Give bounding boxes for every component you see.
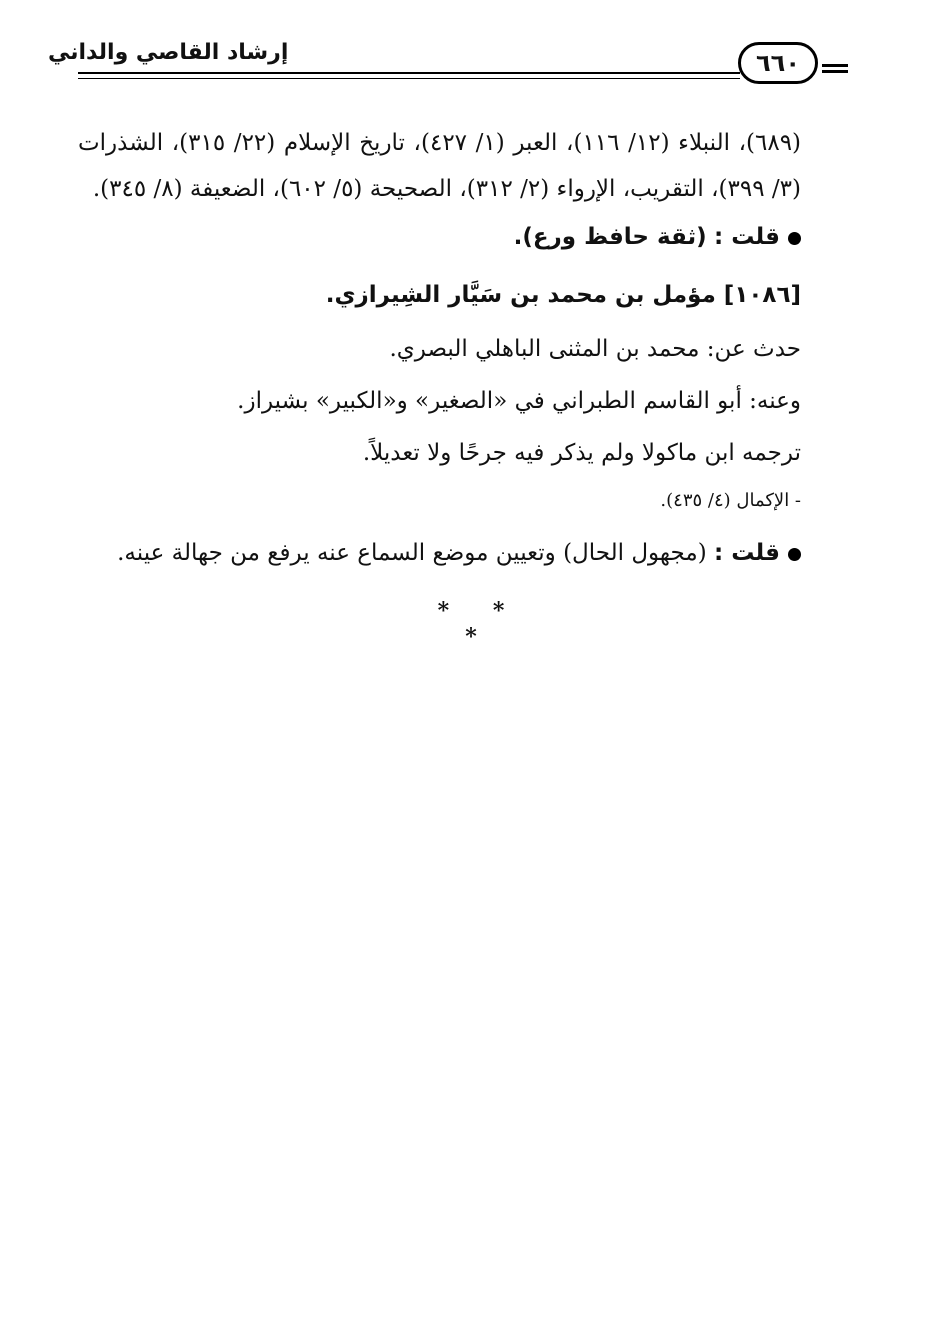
section-separator: * * * xyxy=(437,598,523,650)
verdict-2 xyxy=(117,540,801,566)
verdict-1-lead: قلت : xyxy=(713,224,780,250)
narrated-by: وعنه: أبو القاسم الطبراني في «الصغير» و«الكبير» بشيراز. xyxy=(237,388,801,414)
bullet-icon xyxy=(788,232,801,245)
page-number: ٦٦٠ xyxy=(738,42,818,84)
book-title: إرشاد القاصي والداني xyxy=(48,40,289,65)
verdict-1 xyxy=(514,224,801,250)
narrated-from: حدث عن: محمد بن المثنى الباهلي البصري. xyxy=(389,336,801,362)
verdict-2-text: (مجهول الحال) وتعيين موضع السماع عنه يرفع من جهالة عينه. xyxy=(117,540,707,566)
references-line-2: (٣/ ٣٩٩)، التقريب، الإرواء (٢/ ٣١٢)، الصحيحة (٥/ ٦٠٢)، الضعيفة (٨/ ٣٤٥). xyxy=(92,176,801,202)
source-citation: - الإكمال (٤/ ٤٣٥). xyxy=(660,490,801,511)
references-line-1: (٦٨٩)، النبلاء (١٢/ ١١٦)، العبر (١/ ٤٢٧)، تاريخ الإسلام (٢٢/ ٣١٥)، الشذرات xyxy=(78,130,802,156)
header-rule-thick xyxy=(78,72,740,74)
header-dash-lower xyxy=(822,70,848,73)
header-rule-thin xyxy=(78,78,740,79)
bullet-icon xyxy=(788,548,801,561)
entry-heading: [١٠٨٦] مؤمل بن محمد بن سَيَّار الشِيرازي. xyxy=(325,282,801,308)
verdict-2-lead: قلت : xyxy=(713,540,780,566)
header-dash-upper xyxy=(822,64,848,67)
biography-note: ترجمه ابن ماكولا ولم يذكر فيه جرحًا ولا تعديلاً. xyxy=(362,440,801,466)
verdict-1-text: (ثقة حافظ ورع). xyxy=(513,224,707,250)
